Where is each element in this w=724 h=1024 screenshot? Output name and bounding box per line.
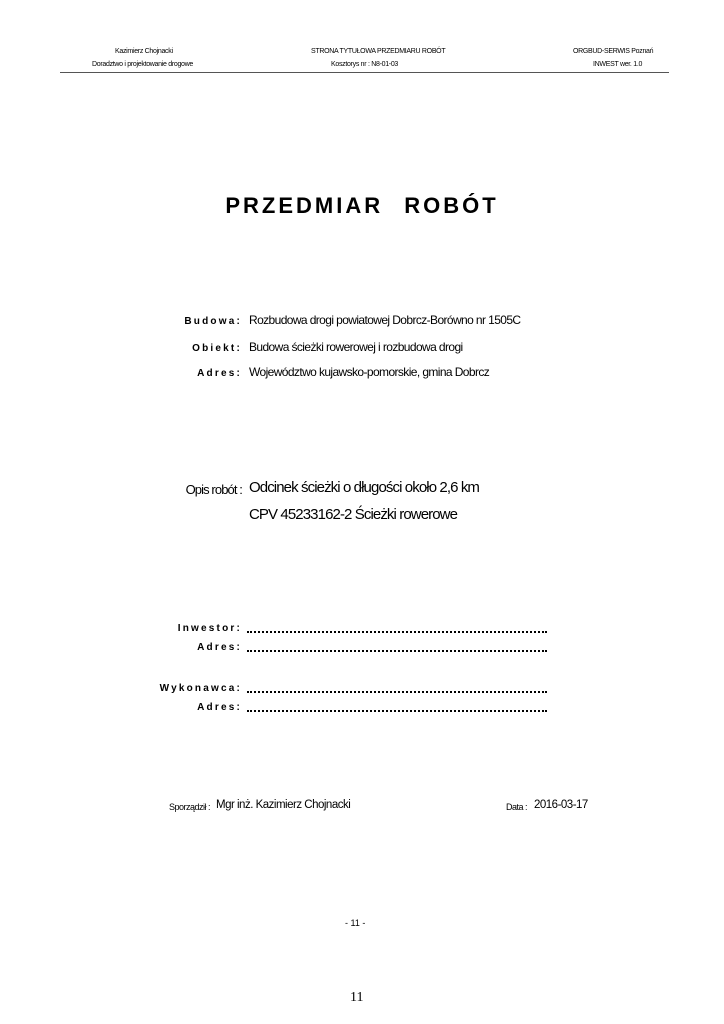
header-software: ORGBUD-SERWIS Poznań (573, 48, 654, 55)
obiekt-value: Budowa ścieżki rowerowej i rozbudowa drogi (249, 340, 463, 354)
header-author-subtitle: Doradztwo i projektowanie drogowe (92, 61, 193, 68)
header-estimate-number: Kosztorys nr : N8-01-03 (331, 61, 399, 68)
wykonawca-adres-label: Adres: (197, 702, 242, 713)
adres-value: Województwo kujawsko-pomorskie, gmina Dobrcz (249, 365, 490, 379)
opis-line-1: Odcinek ścieżki o długości około 2,6 km (249, 479, 480, 496)
header-document-title: STRONA TYTUŁOWA PRZEDMIARU ROBÓT (311, 48, 446, 55)
sporzadzil-label: Sporządził : (169, 802, 211, 812)
wykonawca-adres-blank-line (247, 710, 547, 712)
sporzadzil-value: Mgr inż. Kazimierz Chojnacki (216, 799, 351, 811)
header-author: Kazimierz Chojnacki (115, 48, 173, 55)
obiekt-label: Obiekt: (192, 343, 242, 354)
opis-line-2: CPV 45233162-2 Ścieżki rowerowe (249, 506, 458, 523)
page-title: PRZEDMIAR ROBÓT (225, 193, 499, 218)
inwestor-blank-line (247, 631, 547, 633)
page-number-outer: 11 (350, 990, 364, 1005)
data-label: Data : (506, 802, 528, 812)
budowa-value: Rozbudowa drogi powiatowej Dobrcz-Borówno nr 1505C (249, 313, 521, 327)
page-number-inner: - 11 - (345, 918, 366, 928)
header-divider (60, 72, 669, 73)
inwestor-label: Inwestor: (177, 623, 242, 634)
header-software-version: INWEST wer. 1.0 (593, 61, 643, 68)
opis-label: Opis robót : (185, 482, 242, 497)
adres-label: Adres: (197, 368, 242, 379)
inwestor-adres-blank-line (247, 650, 547, 652)
wykonawca-blank-line (247, 691, 547, 693)
wykonawca-label: Wykonawca: (159, 683, 242, 694)
inwestor-adres-label: Adres: (197, 642, 242, 653)
budowa-label: Budowa: (184, 316, 242, 327)
data-value: 2016-03-17 (534, 799, 588, 811)
